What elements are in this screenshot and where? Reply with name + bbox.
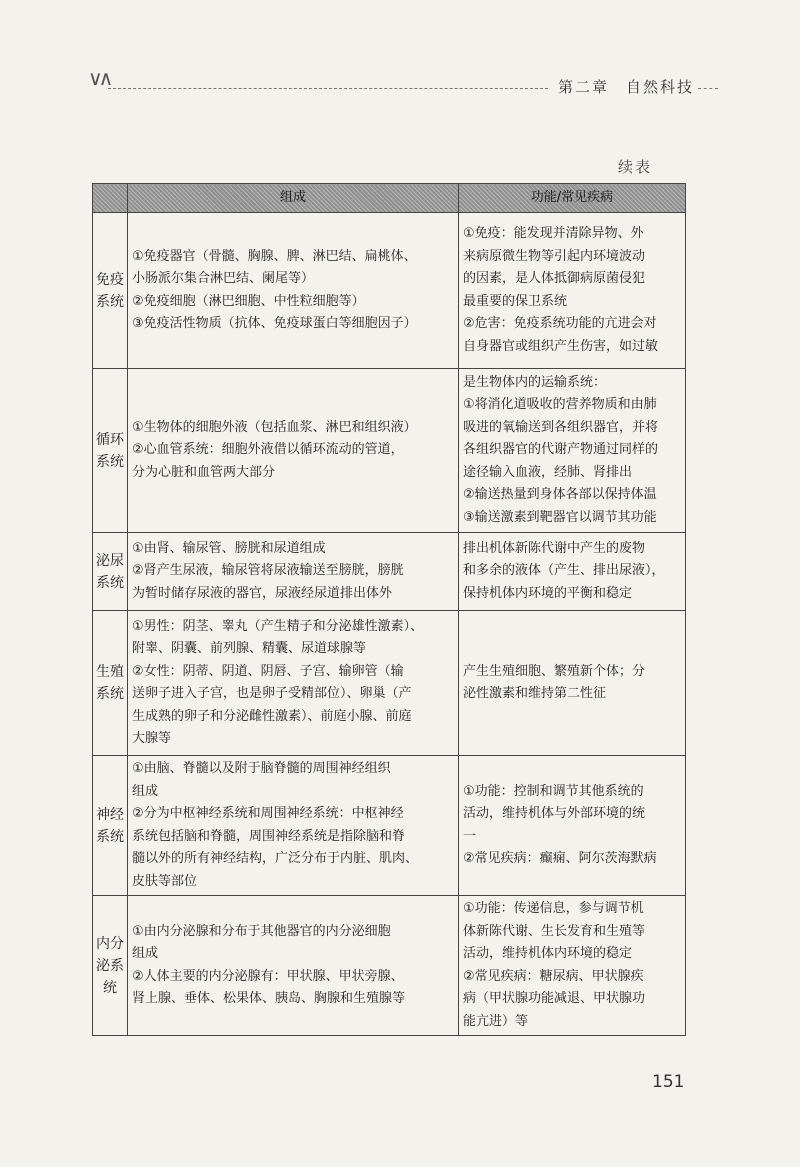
chapter-title: 第二章 自然科技 (558, 78, 695, 96)
system-name-cell: 泌尿 系统 (93, 533, 128, 611)
function-cell: 是生物体内的运输系统： ①将消化道吸收的营养物质和由肺 吸进的氧输送到各组织器官，并将 各组织器官的代谢产物通过同样的 途径输入血液，经肺、肾排出 ②输送热量到身体各部以保持体温 ③输送激素到靶器官以调节其功能 (459, 369, 686, 533)
body-systems-table (92, 183, 686, 1036)
page-number: 151 (652, 1072, 685, 1092)
composition-cell: ①由内分泌腺和分布于其他器官的内分泌细胞 组成 ②人体主要的内分泌腺有：甲状腺、甲状旁腺、 肾上腺、垂体、松果体、胰岛、胸腺和生殖腺等 (128, 896, 459, 1036)
table-header-row (93, 184, 686, 213)
composition-cell: ①由肾、输尿管、膀胱和尿道组成 ②肾产生尿液，输尿管将尿液输送至膀胱，膀胱 为暂时储存尿液的器官，尿液经尿道排出体外 (128, 533, 459, 611)
system-name-cell: 神经 系统 (93, 756, 128, 896)
function-cell: ①免疫：能发现并清除异物、外 来病原微生物等引起内环境波动 的因素，是人体抵御病原菌侵犯 最重要的保卫系统 ②危害：免疫系统功能的亢进会对 自身器官或组织产生伤害，如过敏 (459, 213, 686, 369)
composition-cell: ①免疫器官（骨髓、胸腺、脾、淋巴结、扁桃体、 小肠派尔集合淋巴结、阑尾等） ②免疫细胞（淋巴细胞、中性粒细胞等） ③免疫活性物质（抗体、免疫球蛋白等细胞因子） (128, 213, 459, 369)
header-rule-right (698, 88, 718, 89)
header-cell-composition: 组成 (128, 184, 459, 213)
function-cell: ①功能：控制和调节其他系统的 活动，维持机体与外部环境的统 一 ②常见疾病：癫痫、阿尔茨海默病 (459, 756, 686, 896)
system-name-cell: 生殖 系统 (93, 611, 128, 756)
table-row (93, 896, 686, 1036)
table-row (93, 369, 686, 533)
header-cell-system (93, 184, 128, 213)
table-row (93, 611, 686, 756)
running-header (88, 66, 708, 100)
composition-cell: ①由脑、脊髓以及附于脑脊髓的周围神经组织 组成 ②分为中枢神经系统和周围神经系统：中枢神经 系统包括脑和脊髓，周围神经系统是指除脑和脊 髓以外的所有神经结构，广泛分布于内脏、肌肉、 皮肤等部位 (128, 756, 459, 896)
function-cell: 排出机体新陈代谢中产生的废物 和多余的液体（产生、排出尿液）， 保持机体内环境的平衡和稳定 (459, 533, 686, 611)
table-row (93, 756, 686, 896)
continued-label: 续表 (618, 158, 653, 176)
composition-cell: ①生物体的细胞外液（包括血浆、淋巴和组织液） ②心血管系统：细胞外液借以循环流动的管道， 分为心脏和血管两大部分 (128, 369, 459, 533)
system-name-cell: 免疫 系统 (93, 213, 128, 369)
table-row (93, 533, 686, 611)
header-cell-function: 功能/常见疾病 (459, 184, 686, 213)
function-cell: ①功能：传递信息，参与调节机 体新陈代谢、生长发育和生殖等 活动，维持机体内环境的稳定 ②常见疾病：糖尿病、甲状腺疾 病（甲状腺功能减退、甲状腺功 能亢进）等 (459, 896, 686, 1036)
system-name-cell: 内分 泌系 统 (93, 896, 128, 1036)
header-rule (108, 88, 548, 89)
composition-cell: ①男性：阴茎、睾丸（产生精子和分泌雄性激素）、 附睾、阴囊、前列腺、精囊、尿道球腺等 ②女性：阴蒂、阴道、阴唇、子宫、输卵管（输 送卵子进入子宫，也是卵子受精部位）、卵巢（产 生成熟的卵子和分泌雌性激素）、前庭小腺、前庭 大腺等 (128, 611, 459, 756)
table-row (93, 213, 686, 369)
function-cell: 产生生殖细胞、繁殖新个体；分 泌性激素和维持第二性征 (459, 611, 686, 756)
system-name-cell: 循环 系统 (93, 369, 128, 533)
sprout-icon: ∨∧ (88, 66, 110, 90)
